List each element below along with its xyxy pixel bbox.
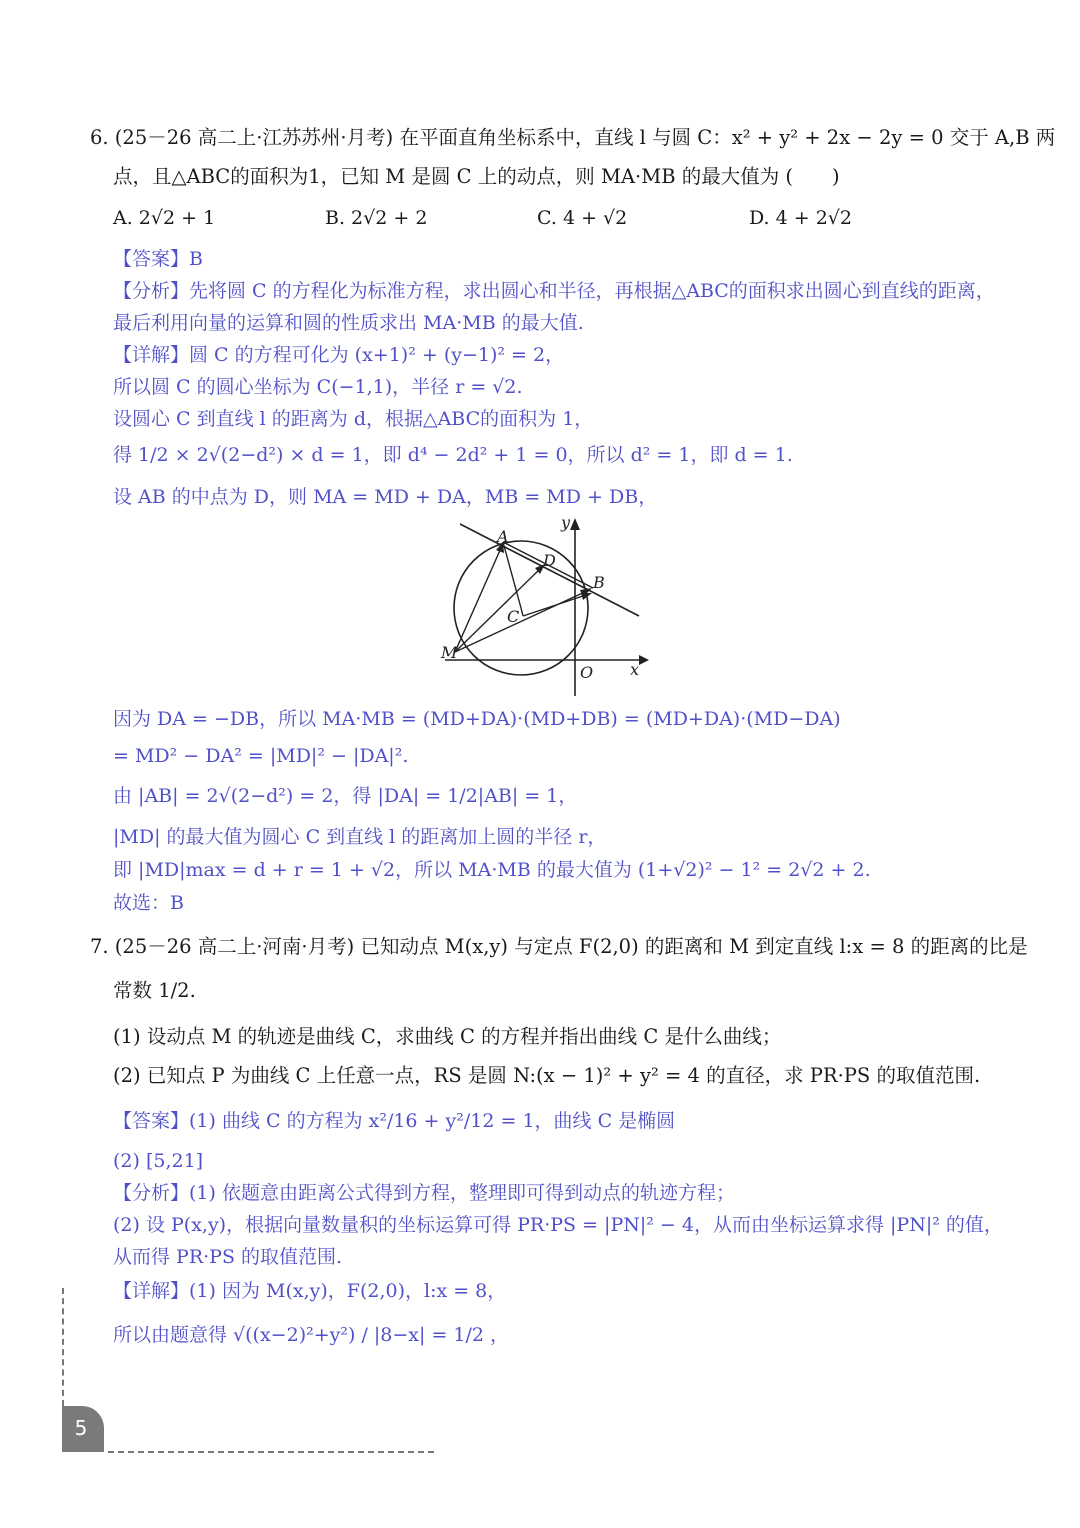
q7-answer-2: (2) [5,21] <box>113 1150 204 1172</box>
circle-diagram <box>425 512 655 696</box>
vector-md <box>455 566 543 652</box>
q6-answer: 【答案】B <box>113 248 203 270</box>
q6-option-d: D. 4 + 2√2 <box>749 207 853 229</box>
label-o: O <box>580 663 594 682</box>
label-m: M <box>441 643 458 662</box>
q6-option-a: A. 2√2 + 1 <box>113 207 216 229</box>
label-x: x <box>630 660 640 679</box>
q6-detail-line-6: 因为 DA = −DB，所以 MA·MB = (MD+DA)·(MD+DB) = (MD+DA)·(MD−DA) <box>113 708 841 730</box>
q6-analysis-line-2: 最后利用向量的运算和圆的性质求出 MA·MB 的最大值. <box>113 312 584 334</box>
page-number: 5 <box>74 1416 88 1440</box>
x-axis-arrow <box>639 655 649 665</box>
vector-cb-arrow <box>581 593 592 600</box>
q7-answer-1: 【答案】(1) 曲线 C 的方程为 x²/16 + y²/12 = 1，曲线 C 是椭圆 <box>113 1110 676 1132</box>
q7-part-1: (1) 设动点 M 的轨迹是曲线 C，求曲线 C 的方程并指出曲线 C 是什么曲线； <box>113 1025 782 1048</box>
q7-stem-line-2: 常数 1/2. <box>113 979 196 1002</box>
q6-stem-line-1: 6. (25－26 高二上·江苏苏州·月考) 在平面直角坐标系中，直线 l 与圆 C：x² + y² + 2x − 2y = 0 交于 A,B 两 <box>90 126 1056 149</box>
label-y: y <box>561 513 571 532</box>
q7-detail-2: 所以由题意得 √((x−2)²+y²) / |8−x| = 1/2 ， <box>113 1324 510 1346</box>
q6-detail-line-2: 所以圆 C 的圆心坐标为 C(−1,1)，半径 r = √2. <box>113 376 523 398</box>
vector-mb <box>455 590 589 652</box>
footer-dashed-vertical <box>62 1288 64 1406</box>
segment-cm <box>521 608 523 616</box>
q6-analysis-line-1: 【分析】先将圆 C 的方程化为标准方程，求出圆心和半径，再根据△ABC的面积求出圆心到直线的距离， <box>113 280 995 302</box>
vector-cb <box>523 594 589 616</box>
q6-stem-line-2: 点，且△ABC的面积为1，已知 M 是圆 C 上的动点，则 MA·MB 的最大值为 ( ) <box>113 165 840 188</box>
q7-analysis-1: 【分析】(1) 依题意由距离公式得到方程，整理即可得到动点的轨迹方程； <box>113 1182 735 1204</box>
segment-ac <box>503 542 521 608</box>
label-a: A <box>497 527 509 546</box>
q6-detail-line-7: = MD² − DA² = |MD|² − |DA|². <box>113 745 409 767</box>
line-l <box>460 524 639 616</box>
q7-analysis-3: 从而得 PR·PS 的取值范围. <box>113 1246 343 1268</box>
label-d: D <box>543 551 556 570</box>
q6-detail-line-1: 【详解】圆 C 的方程可化为 (x+1)² + (y−1)² = 2， <box>113 344 565 366</box>
q6-detail-line-4: 得 1/2 × 2√(2−d²) × d = 1，即 d⁴ − 2d² + 1 = 0，所以 d² = 1，即 d = 1. <box>113 444 793 466</box>
q6-detail-line-3: 设圆心 C 到直线 l 的距离为 d，根据△ABC的面积为 1， <box>113 408 594 430</box>
q6-final-choice: 故选：B <box>113 892 184 914</box>
vector-ma <box>455 548 501 652</box>
q6-option-c: C. 4 + √2 <box>537 207 628 229</box>
label-b: B <box>593 573 605 592</box>
q7-stem-line-1: 7. (25－26 高二上·河南·月考) 已知动点 M(x,y) 与定点 F(2,0) 的距离和 M 到定直线 l:x = 8 的距离的比是 <box>90 935 1028 958</box>
q7-part-2: (2) 已知点 P 为曲线 C 上任意一点，RS 是圆 N:(x − 1)² + y² = 4 的直径，求 PR·PS 的取值范围. <box>113 1064 981 1087</box>
q7-analysis-2: (2) 设 P(x,y)，根据向量数量积的坐标运算可得 PR·PS = |PN|² − 4，从而由坐标运算求得 |PN|² 的值， <box>113 1214 1003 1236</box>
footer-dashed-horizontal <box>108 1451 434 1453</box>
q7-detail-1: 【详解】(1) 因为 M(x,y)，F(2,0)，l:x = 8， <box>113 1280 507 1302</box>
q6-detail-line-10: 即 |MD|max = d + r = 1 + √2，所以 MA·MB 的最大值为 (1+√2)² − 1² = 2√2 + 2. <box>113 859 871 881</box>
label-c: C <box>507 607 520 626</box>
q6-detail-line-5: 设 AB 的中点为 D，则 MA = MD + DA，MB = MD + DB， <box>113 486 658 508</box>
q6-detail-line-9: |MD| 的最大值为圆心 C 到直线 l 的距离加上圆的半径 r， <box>113 826 607 848</box>
q6-option-b: B. 2√2 + 2 <box>325 207 428 229</box>
y-axis-arrow <box>570 518 580 530</box>
q6-detail-line-8: 由 |AB| = 2√(2−d²) = 2，得 |DA| = 1/2|AB| = 1， <box>113 785 578 807</box>
